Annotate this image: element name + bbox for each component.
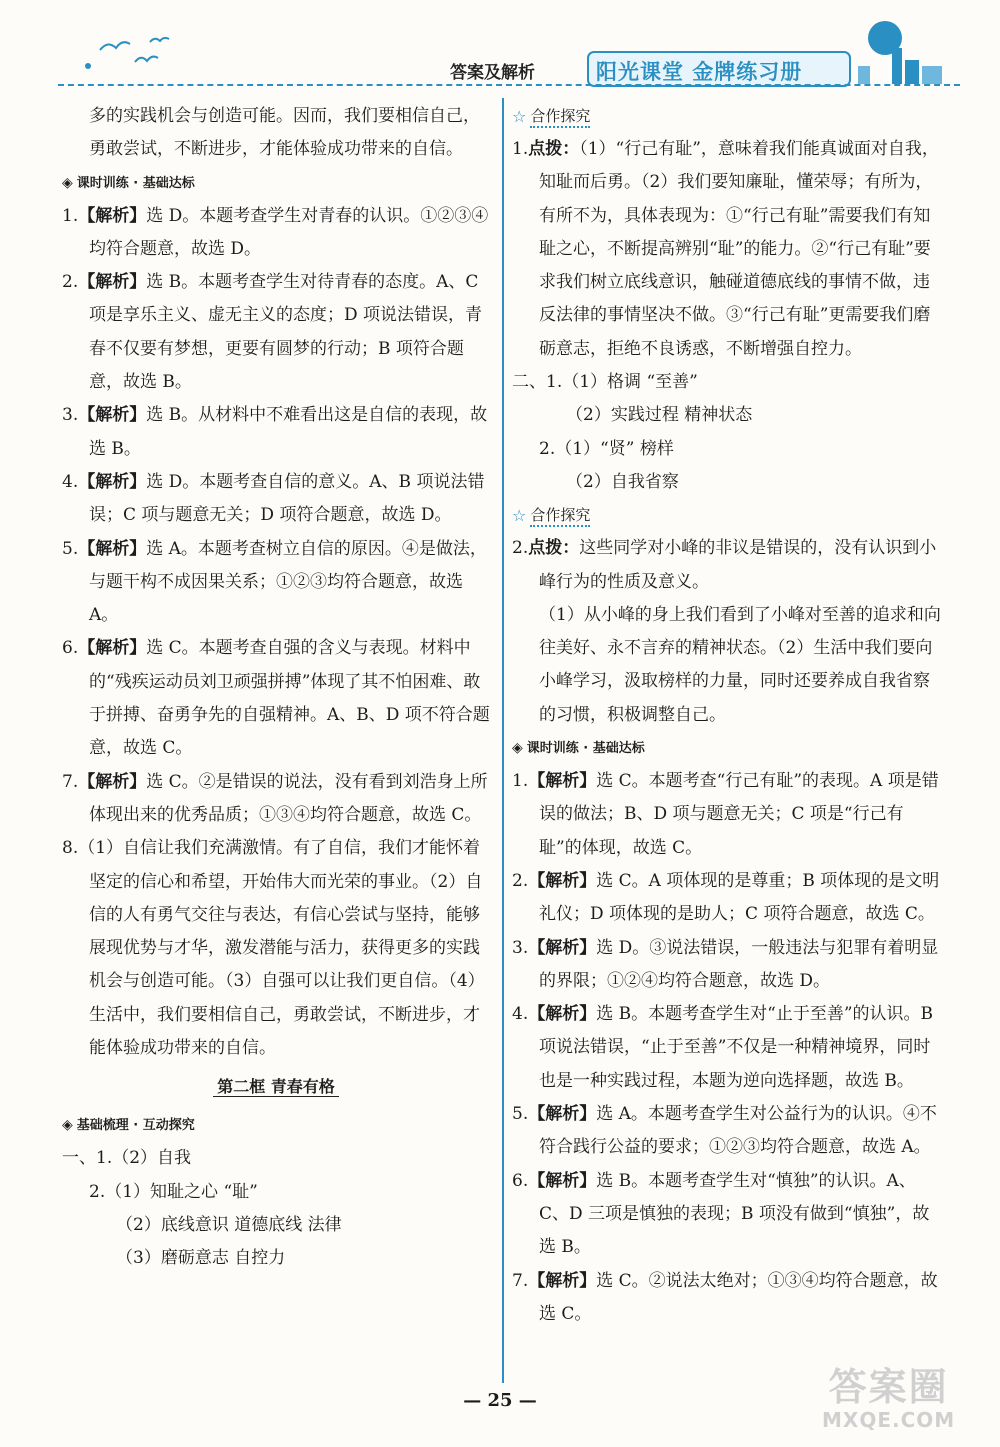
item-text: 选 B。本题考查学生对待青春的态度。A、C 项是享乐主义、虚无主义的态度；D 项说法错误，青春不仅要有梦想，更要有圆梦的行动；B 项符合题意，故选 B。 — [89, 272, 483, 393]
list-line: （2）底线意识 道德底线 法律 — [116, 1214, 342, 1235]
watermark-logo: 答案圈 — [828, 1365, 949, 1409]
answer-item — [62, 466, 490, 533]
tip-item — [512, 133, 942, 366]
answer-item — [512, 765, 942, 865]
item-number: 1. — [62, 205, 79, 226]
item-text: 选 A。本题考查树立自信的原因。④是做法，与题干构不成因果关系；①②③均符合题意，故选 A。 — [89, 538, 487, 626]
item-number: 2. — [512, 538, 529, 559]
item-tag: 【解析】 — [528, 1170, 597, 1191]
coop-heading — [512, 499, 942, 532]
item-number: 7. — [512, 1270, 529, 1291]
bird-icon — [135, 57, 158, 62]
section-heading-label: 基础梳理 · 互动探究 — [76, 1118, 195, 1134]
item-tag: 【解析】 — [528, 1104, 597, 1125]
item-number: 2. — [62, 272, 79, 293]
item-tag: 【解析】 — [78, 205, 147, 226]
watermark — [822, 1366, 955, 1432]
answer-item-8: 8.（1）自信让我们充满激情。有了自信，我们才能怀着坚定的信心和希望，开始伟大而光荣的事业。（2）自信的人有勇气交往与表达，有信心尝试与坚持，能够展现优势与才华，激发潜能与活力，获得更多的实践机会与创造可能。（3）自强可以让我们更自信。（4）生活中，我们要相信自己，勇敢尝试，不断进步，才能体验成功带来的自信。 — [62, 838, 485, 1059]
list-line: 2.（1）“贤” 榜样 — [539, 438, 674, 459]
answer-item — [62, 200, 490, 267]
list-line: 二、1.（1）格调 “至善” — [512, 372, 698, 393]
item-tag: 【解析】 — [528, 1004, 597, 1025]
item-number: 1. — [512, 771, 529, 792]
tip-label: 点拨： — [528, 538, 580, 559]
item-number: 5. — [62, 538, 79, 559]
item-number: 2. — [512, 870, 529, 891]
item-text: 选 B。从材料中不难看出这是自信的表现，故选 B。 — [89, 405, 488, 459]
answer-item — [62, 399, 490, 466]
list-line: （2）自我省察 — [566, 471, 679, 492]
building-icon — [905, 60, 919, 84]
item-number: 3. — [512, 937, 529, 958]
header-divider — [58, 84, 960, 86]
tip-label: 点拨： — [528, 139, 580, 159]
answer-item — [512, 865, 942, 932]
item-tag: 【解析】 — [528, 870, 597, 891]
item-text: 选 C。②是错误的说法，没有看到刘浩身上所体现出来的优秀品质；①③④均符合题意，故选 C。 — [89, 771, 488, 825]
section-heading — [512, 732, 942, 765]
answer-item — [62, 266, 490, 399]
item-number: 6. — [512, 1170, 529, 1191]
item-number: 6. — [62, 638, 79, 659]
brand-title: 阳光课堂 金牌练习册 — [596, 60, 803, 84]
tip-text: （1）“行己有耻”，意味着我们能真诚面对自我，知耻而后勇。（2）我们要知廉耻，懂荣辱；有所为，有所不为，具体表现为：①“行己有耻”需要我们有知耻之心，不断提高辨别“耻”的能力。②“行己有耻”要求我们树立底线意识，触碰道德底线的事情不做，违反法律的事情坚决不做。③“行己有耻”更需要我们磨砺意志，拒绝不良诱惑，不断增强自控力。 — [539, 139, 939, 359]
item-text: 选 C。本题考查“行己有耻”的表现。A 项是错误的做法；B、D 项与题意无关；C 项是“行己有耻”的体现，故选 C。 — [539, 771, 939, 858]
page-number: — 25 — — [463, 1390, 537, 1411]
answer-item — [62, 533, 490, 633]
answer-item — [512, 1098, 942, 1165]
list-line: （2）实践过程 精神状态 — [566, 405, 753, 426]
answer-item — [512, 1265, 942, 1332]
item-tag: 【解析】 — [78, 771, 147, 792]
item-tag: 【解析】 — [528, 1270, 597, 1291]
item-text: 选 C。本题考查自强的含义与表现。材料中的“残疾运动员刘卫顽强拼搏”体现了其不怕困难、敢于拼搏、奋勇争先的自强精神。A、B、D 项不符合题意，故选 C。 — [89, 638, 490, 759]
header-title: 答案及解析 — [450, 63, 535, 83]
chapter-title-text: 第二框 青春有格 — [213, 1077, 339, 1097]
item-number: 4. — [512, 1004, 529, 1025]
answer-item — [512, 998, 942, 1098]
answer-item — [512, 1165, 942, 1265]
tip-item — [512, 532, 942, 599]
item-tag: 【解析】 — [78, 272, 147, 293]
item-tag: 【解析】 — [78, 638, 147, 659]
item-number: 7. — [62, 771, 79, 792]
coop-heading-label: 合作探究 — [530, 106, 590, 128]
item-text: 选 D。本题考查自信的意义。A、B 项说法错误；C 项与题意无关；D 项符合题意，故选 D。 — [89, 471, 485, 526]
coop-heading-label: 合作探究 — [530, 505, 590, 527]
coop-heading — [512, 100, 942, 133]
list-line: （3）磨砺意志 自控力 — [116, 1248, 286, 1269]
item-number: 1. — [512, 139, 529, 159]
right-column — [512, 100, 942, 1331]
section-heading-label: 课时训练 · 基础达标 — [76, 175, 195, 191]
item-text: 选 D。本题考查学生对青春的认识。①②③④均符合题意，故选 D。 — [89, 205, 489, 259]
dot-icon — [85, 63, 91, 69]
item-text: 选 B。本题考查学生对“止于至善”的认识。B 项说法错误，“止于至善”不仅是一种精神境界，同时也是一种实践过程，本题为逆向选择题，故选 B。 — [539, 1004, 934, 1091]
answer-item — [512, 932, 942, 999]
bird-icon — [150, 38, 169, 42]
tower-icon — [892, 48, 902, 84]
section-heading — [62, 1109, 490, 1142]
item-tag: 【解析】 — [528, 771, 597, 792]
item-text: 选 C。A 项体现的是尊重；B 项体现的是文明礼仪；D 项体现的是助人；C 项符合题意，故选 C。 — [539, 870, 940, 925]
tip-text-cont: （1）从小峰的身上我们看到了小峰对至善的追求和向往美好、永不言弃的精神状态。（2）生活中我们要向小峰学习，汲取榜样的力量，同时还要养成自我省察的习惯，积极调整自己。 — [539, 604, 941, 725]
item-text: 选 C。②说法太绝对；①③④均符合题意，故选 C。 — [539, 1270, 938, 1324]
item-text: 选 D。③说法错误，一般违法与犯罪有着明显的界限；①②④均符合题意，故选 D。 — [539, 937, 939, 991]
item-text: 选 A。本题考查学生对公益行为的认识。④不符合践行公益的要求；①②③均符合题意，故选 A。 — [539, 1104, 937, 1158]
item-tag: 【解析】 — [78, 471, 147, 492]
list-line: 2.（1）知耻之心 “耻” — [89, 1181, 258, 1202]
column-divider — [502, 98, 504, 1383]
star-icon: ☆ — [512, 107, 527, 126]
star-icon: ☆ — [512, 506, 527, 526]
intro-text: 多的实践机会与创造可能。因而，我们要相信自己，勇敢尝试，不断进步，才能体验成功带来的自信。 — [89, 106, 480, 160]
building-icon — [922, 66, 942, 84]
building-icon — [858, 66, 870, 84]
left-column — [62, 100, 490, 1276]
item-tag: 【解析】 — [78, 538, 147, 559]
item-number: 5. — [512, 1104, 529, 1125]
item-number: 3. — [62, 405, 79, 426]
book-icon: ◈ — [62, 174, 73, 191]
item-number: 4. — [62, 471, 79, 492]
tip-text: 这些同学对小峰的非议是错误的，没有认识到小峰行为的性质及意义。 — [539, 538, 937, 592]
section-heading — [62, 167, 490, 200]
book-icon: ◈ — [512, 740, 523, 757]
answer-item — [62, 766, 490, 833]
page-header — [0, 0, 1000, 92]
watermark-url: MXQE.COM — [822, 1408, 956, 1432]
item-tag: 【解析】 — [78, 405, 147, 426]
list-line: 一、1.（2）自我 — [62, 1148, 192, 1169]
item-text: 选 B。本题考查学生对“慎独”的认识。A、C、D 三项是慎独的表现；B 项没有做到“慎独”，故选 B。 — [539, 1170, 930, 1258]
answer-item — [62, 632, 490, 765]
book-icon: ◈ — [62, 1117, 73, 1134]
section-heading-label: 课时训练 · 基础达标 — [526, 741, 645, 757]
chapter-title — [62, 1065, 490, 1109]
bird-icon — [100, 42, 130, 50]
item-tag: 【解析】 — [528, 937, 597, 958]
